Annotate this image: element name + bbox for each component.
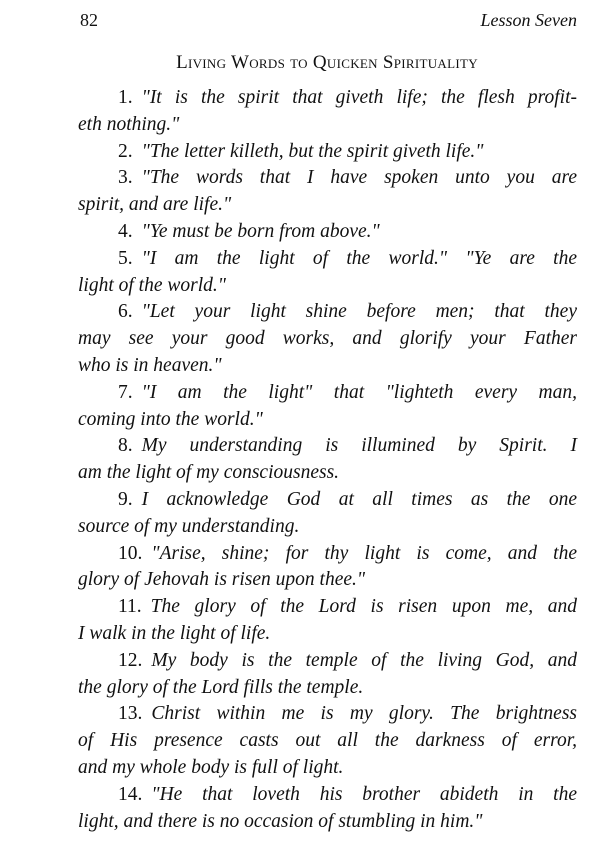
text-line xyxy=(78,782,577,809)
text-line xyxy=(78,648,577,675)
list-item xyxy=(78,246,577,300)
affirmation-list xyxy=(78,85,577,835)
text-line xyxy=(78,326,577,353)
section-title: Living Words to Quicken Spirituality xyxy=(176,52,478,73)
text-line xyxy=(78,675,577,702)
line-text: spirit, and are life." xyxy=(78,194,232,216)
item-number: 13. xyxy=(118,703,143,725)
line-text: the glory of the Lord fills the temple. xyxy=(78,676,364,698)
list-item xyxy=(78,782,577,836)
text-line xyxy=(78,407,577,434)
item-number: 1. xyxy=(118,87,133,108)
list-item xyxy=(78,701,577,781)
line-text: "Arise, shine; for thy light is come, and the xyxy=(151,542,577,564)
line-text: My understanding is illumined by Spirit. I xyxy=(141,435,577,457)
line-text: "Ye must be born from above." xyxy=(141,220,380,242)
text-line xyxy=(78,514,577,541)
line-text: glory of Jehovah is risen upon thee." xyxy=(78,569,366,591)
text-line xyxy=(78,460,577,487)
text-line xyxy=(78,85,577,112)
list-item xyxy=(78,487,577,541)
text-line xyxy=(78,701,577,728)
line-text: coming into the world." xyxy=(78,408,263,430)
list-item xyxy=(78,433,577,487)
text-line xyxy=(78,755,577,782)
text-line xyxy=(78,541,577,568)
text-line xyxy=(78,192,577,219)
line-text: "He that loveth his brother abideth in the xyxy=(151,783,577,805)
list-item xyxy=(78,85,577,139)
text-line xyxy=(78,299,577,326)
text-line xyxy=(78,165,577,192)
line-text: "It is the spirit that giveth life; the flesh profit- xyxy=(141,87,577,108)
item-number: 7. xyxy=(118,381,133,403)
line-text: "I am the light of the world." "Ye are the xyxy=(141,247,577,269)
text-line xyxy=(78,112,577,139)
list-item xyxy=(78,541,577,595)
list-item xyxy=(78,594,577,648)
line-text: am the light of my consciousness. xyxy=(78,462,340,484)
line-text: The glory of the Lord is risen upon me, and xyxy=(150,596,577,618)
text-line xyxy=(78,273,577,300)
list-item xyxy=(78,380,577,434)
line-text: "The words that I have spoken unto you are xyxy=(141,167,577,189)
item-number: 12. xyxy=(118,649,143,671)
text-line xyxy=(78,621,577,648)
text-line xyxy=(78,567,577,594)
text-line xyxy=(78,594,577,621)
text-line xyxy=(78,433,577,460)
text-line xyxy=(78,487,577,514)
line-text: "I am the light" that "lighteth every man, xyxy=(141,381,577,403)
item-number: 8. xyxy=(118,435,133,457)
list-item xyxy=(78,219,577,246)
text-line xyxy=(78,353,577,380)
list-item xyxy=(78,299,577,379)
item-number: 4. xyxy=(118,220,133,242)
item-number: 3. xyxy=(118,167,133,189)
line-text: Christ within me is my glory. The brightness xyxy=(151,703,577,725)
item-number: 14. xyxy=(118,783,143,805)
line-text: source of my understanding. xyxy=(78,515,300,537)
item-number: 5. xyxy=(118,247,133,269)
text-line xyxy=(78,246,577,273)
line-text: of His presence casts out all the darkness of error, xyxy=(78,730,577,752)
list-item xyxy=(78,139,577,166)
line-text: "Let your light shine before men; that they xyxy=(141,301,577,323)
page-number: 82 xyxy=(80,10,98,30)
item-number: 6. xyxy=(118,301,133,323)
item-number: 10. xyxy=(118,542,143,564)
text-line xyxy=(78,728,577,755)
text-line xyxy=(78,219,577,246)
list-item xyxy=(78,648,577,702)
list-item xyxy=(78,165,577,219)
text-line xyxy=(78,139,577,166)
line-text: may see your good works, and glorify your Father xyxy=(78,328,577,350)
line-text: I acknowledge God at all times as the one xyxy=(141,488,577,510)
line-text: light of the world." xyxy=(78,274,226,296)
item-number: 2. xyxy=(118,140,133,162)
line-text: light, and there is no occasion of stumbling in him." xyxy=(78,810,483,832)
line-text: eth nothing." xyxy=(78,113,180,135)
line-text: I walk in the light of life. xyxy=(78,622,271,644)
item-number: 11. xyxy=(118,596,142,618)
running-head: Lesson Seven xyxy=(480,10,577,30)
item-number: 9. xyxy=(118,488,133,510)
line-text: who is in heaven." xyxy=(78,354,222,376)
line-text: and my whole body is full of light. xyxy=(78,756,344,778)
line-text: My body is the temple of the living God, and xyxy=(151,649,577,671)
text-line xyxy=(78,380,577,407)
text-line xyxy=(78,809,577,836)
line-text: "The letter killeth, but the spirit giveth life." xyxy=(141,140,484,162)
